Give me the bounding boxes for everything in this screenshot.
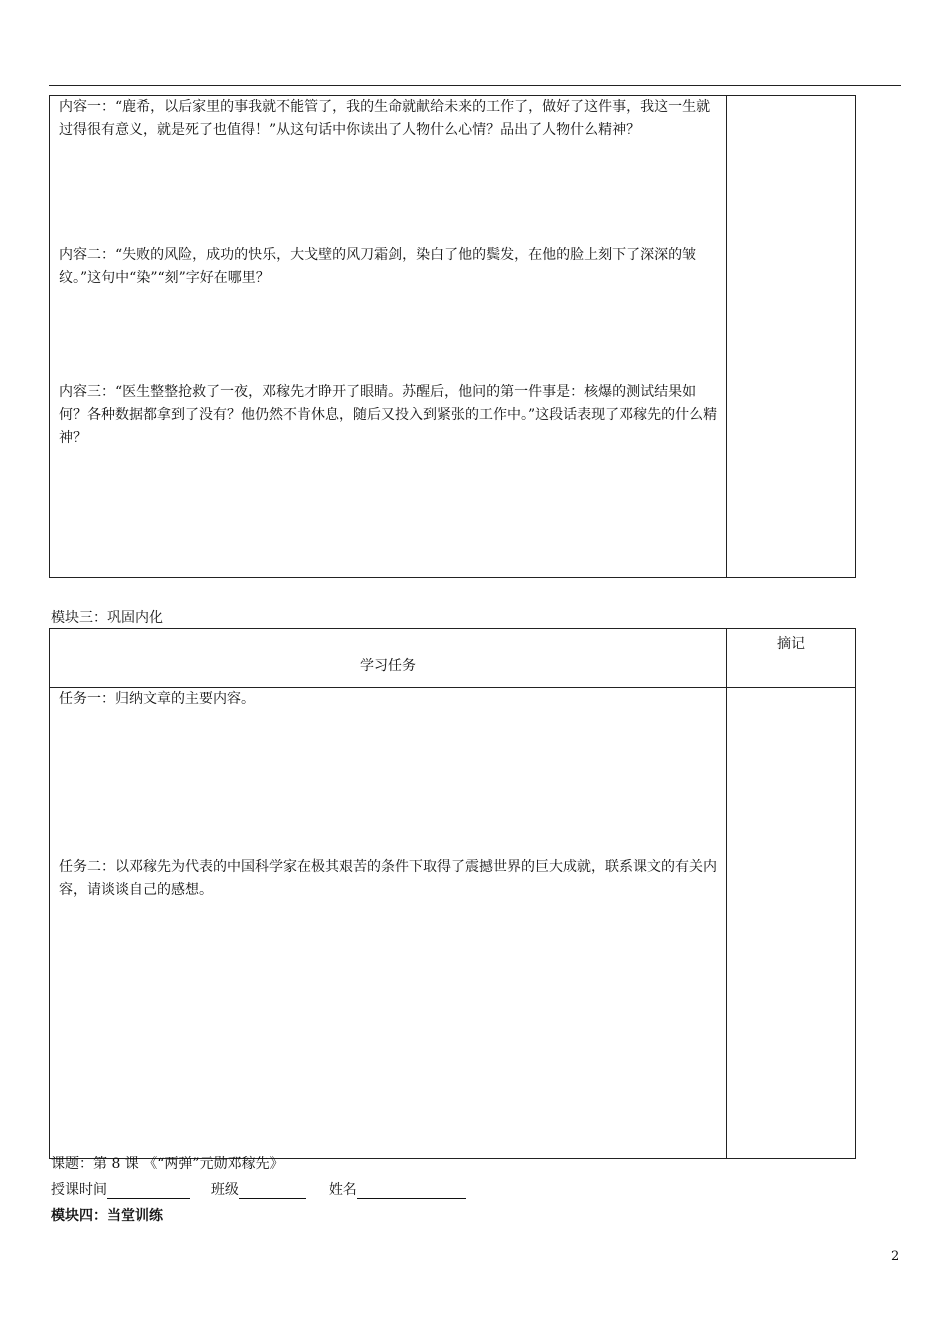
notes-cell bbox=[727, 96, 856, 578]
question-2: 内容二：“失败的风险，成功的快乐，大戈壁的风刀霜剑，染白了他的鬓发，在他的脸上刻下了深深的皱纹。”这句中“染”“刻”字好在哪里？ bbox=[59, 247, 697, 286]
questions-cell bbox=[50, 96, 727, 578]
question-3: 内容三：“医生整整抢救了一夜，邓稼先才睁开了眼睛。苏醒后，他问的第一件事是：核爆的测试结果如何？各种数据都拿到了没有？他仍然不肯休息，随后又投入到紧张的工作中。”这段话表现了邓稼先的什么精神？ bbox=[59, 384, 718, 446]
header-rule bbox=[49, 85, 901, 86]
lesson-info-row bbox=[51, 1179, 466, 1199]
module4-title: 模块四：当堂训练 bbox=[51, 1208, 163, 1224]
notes-header: 摘记 bbox=[727, 629, 856, 688]
time-blank[interactable] bbox=[107, 1184, 190, 1199]
class-blank[interactable] bbox=[239, 1184, 306, 1199]
reading-questions-table bbox=[49, 95, 856, 578]
class-label: 班级 bbox=[210, 1182, 239, 1198]
task-1: 任务一：归纳文章的主要内容。 bbox=[59, 691, 255, 707]
consolidation-table bbox=[49, 628, 856, 1159]
time-label: 授课时间 bbox=[51, 1182, 107, 1198]
page-number: 2 bbox=[891, 1249, 900, 1264]
name-label: 姓名 bbox=[328, 1182, 357, 1198]
tasks-cell bbox=[50, 688, 727, 1159]
task-notes-cell bbox=[727, 688, 856, 1159]
task-2: 任务二：以邓稼先为代表的中国科学家在极其艰苦的条件下取得了震撼世界的巨大成就，联系课文的有关内容，请谈谈自己的感想。 bbox=[59, 859, 717, 898]
lesson-title: 课题：第 8 课 《“两弹”元勋邓稼先》 bbox=[51, 1156, 284, 1172]
question-1: 内容一：“鹿希，以后家里的事我就不能管了，我的生命就献给未来的工作了，做好了这件事，我这一生就过得很有意义，就是死了也值得！”从这句话中你读出了人物什么心情？品出了人物什么精神？ bbox=[59, 99, 711, 138]
module3-title: 模块三：巩固内化 bbox=[51, 610, 163, 626]
name-blank[interactable] bbox=[357, 1184, 466, 1199]
task-header: 学习任务 bbox=[50, 629, 727, 688]
